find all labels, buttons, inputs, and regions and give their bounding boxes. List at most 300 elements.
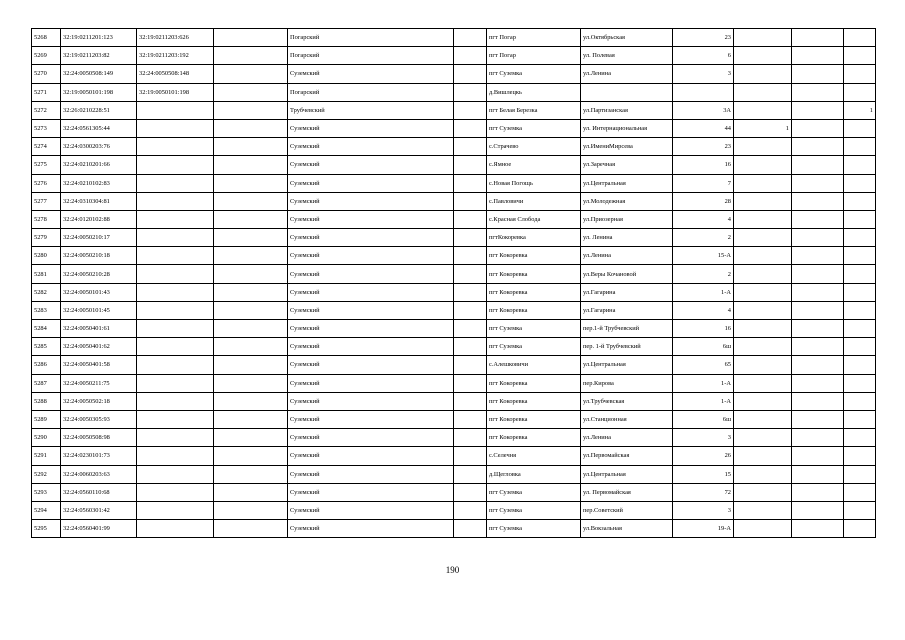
blank-cell — [214, 119, 288, 137]
table-row — [32, 465, 876, 483]
extra-cell — [844, 338, 876, 356]
extra-cell — [792, 138, 844, 156]
extra-cell — [734, 283, 792, 301]
extra-cell — [734, 320, 792, 338]
house-number-cell: 3 — [673, 429, 734, 447]
extra-cell — [792, 410, 844, 428]
cadastral-number-cell: 32:19:0050101:198 — [61, 83, 137, 101]
row-number-cell: 5268 — [32, 29, 61, 47]
street-cell: ул.Партизанская — [581, 101, 673, 119]
table-row — [32, 229, 876, 247]
district-cell: Суземский — [288, 410, 454, 428]
blank-cell — [454, 301, 487, 319]
street-cell: ул.Вокзальная — [581, 520, 673, 538]
extra-cell — [734, 520, 792, 538]
table-row — [32, 138, 876, 156]
street-cell: пер. 1-й Трубчевский — [581, 338, 673, 356]
house-number-cell: 23 — [673, 29, 734, 47]
linked-cadastral-cell — [137, 174, 214, 192]
cadastral-number-cell: 32:24:0210102:83 — [61, 174, 137, 192]
district-cell: Суземский — [288, 520, 454, 538]
district-cell: Суземский — [288, 229, 454, 247]
table-row — [32, 265, 876, 283]
blank-cell — [454, 229, 487, 247]
blank-cell — [214, 356, 288, 374]
blank-cell — [214, 229, 288, 247]
row-number-cell: 5272 — [32, 101, 61, 119]
extra-cell — [844, 356, 876, 374]
row-number-cell: 5277 — [32, 192, 61, 210]
blank-cell — [214, 392, 288, 410]
district-cell: Суземский — [288, 156, 454, 174]
extra-cell — [844, 83, 876, 101]
locality-cell: пгт Кокоревка — [487, 374, 581, 392]
linked-cadastral-cell — [137, 320, 214, 338]
house-number-cell: 2 — [673, 265, 734, 283]
blank-cell — [214, 465, 288, 483]
extra-cell — [844, 265, 876, 283]
locality-cell: пгт Белая Березка — [487, 101, 581, 119]
locality-cell: с.Селечня — [487, 447, 581, 465]
locality-cell: пгт Суземка — [487, 338, 581, 356]
linked-cadastral-cell — [137, 101, 214, 119]
extra-cell — [792, 229, 844, 247]
extra-cell — [792, 83, 844, 101]
street-cell: ул.Гагарина — [581, 301, 673, 319]
street-cell: ул.Центральная — [581, 465, 673, 483]
locality-cell: с.Алешковичи — [487, 356, 581, 374]
cadastral-number-cell: 32:24:0050305:93 — [61, 410, 137, 428]
row-number-cell: 5281 — [32, 265, 61, 283]
district-cell: Суземский — [288, 283, 454, 301]
registry-table-body — [32, 29, 876, 538]
locality-cell: с.Красная Слобода — [487, 210, 581, 228]
house-number-cell: 1-А — [673, 283, 734, 301]
extra-cell — [734, 47, 792, 65]
table-row — [32, 156, 876, 174]
row-number-cell: 5284 — [32, 320, 61, 338]
house-number-cell: 7 — [673, 174, 734, 192]
blank-cell — [454, 83, 487, 101]
house-number-cell: 2 — [673, 229, 734, 247]
linked-cadastral-cell — [137, 247, 214, 265]
blank-cell — [214, 65, 288, 83]
table-row — [32, 301, 876, 319]
locality-cell: пгт Кокоревка — [487, 410, 581, 428]
street-cell: ул. Ленина — [581, 229, 673, 247]
street-cell: ул. Первомайская — [581, 483, 673, 501]
extra-cell — [792, 156, 844, 174]
linked-cadastral-cell — [137, 520, 214, 538]
blank-cell — [454, 520, 487, 538]
extra-cell — [844, 192, 876, 210]
street-cell: ул.Приозерная — [581, 210, 673, 228]
district-cell: Суземский — [288, 356, 454, 374]
blank-cell — [214, 174, 288, 192]
district-cell: Суземский — [288, 301, 454, 319]
extra-cell — [734, 338, 792, 356]
locality-cell: пгт Суземка — [487, 320, 581, 338]
extra-cell — [734, 174, 792, 192]
cadastral-number-cell: 32:26:0210228:51 — [61, 101, 137, 119]
blank-cell — [454, 119, 487, 137]
blank-cell — [454, 210, 487, 228]
extra-cell — [734, 156, 792, 174]
table-row — [32, 101, 876, 119]
locality-cell: д.Вишлецкь — [487, 83, 581, 101]
blank-cell — [454, 283, 487, 301]
table-row — [32, 410, 876, 428]
locality-cell: с.Новая Погощь — [487, 174, 581, 192]
linked-cadastral-cell — [137, 119, 214, 137]
street-cell: ул.Гагарина — [581, 283, 673, 301]
district-cell: Суземский — [288, 174, 454, 192]
table-row — [32, 119, 876, 137]
street-cell — [581, 83, 673, 101]
extra-cell — [844, 119, 876, 137]
extra-cell — [792, 29, 844, 47]
extra-cell — [844, 65, 876, 83]
table-row — [32, 501, 876, 519]
extra-cell — [792, 429, 844, 447]
extra-cell — [792, 192, 844, 210]
cadastral-number-cell: 32:24:0560301:42 — [61, 501, 137, 519]
district-cell: Суземский — [288, 483, 454, 501]
blank-cell — [454, 138, 487, 156]
extra-cell — [734, 356, 792, 374]
registry-table — [31, 28, 876, 538]
linked-cadastral-cell: 32:19:0211203:192 — [137, 47, 214, 65]
blank-cell — [454, 156, 487, 174]
locality-cell: пгт Кокоревка — [487, 265, 581, 283]
extra-cell — [844, 483, 876, 501]
house-number-cell: 28 — [673, 192, 734, 210]
row-number-cell: 5291 — [32, 447, 61, 465]
table-row — [32, 392, 876, 410]
cadastral-number-cell: 32:24:0300203:76 — [61, 138, 137, 156]
row-number-cell: 5287 — [32, 374, 61, 392]
table-row — [32, 283, 876, 301]
extra-cell — [844, 465, 876, 483]
cadastral-number-cell: 32:24:0060203:63 — [61, 465, 137, 483]
blank-cell — [214, 83, 288, 101]
blank-cell — [214, 338, 288, 356]
linked-cadastral-cell — [137, 265, 214, 283]
street-cell: ул.Центральная — [581, 174, 673, 192]
extra-cell — [734, 65, 792, 83]
district-cell: Суземский — [288, 501, 454, 519]
table-row — [32, 429, 876, 447]
blank-cell — [454, 338, 487, 356]
table-row — [32, 320, 876, 338]
locality-cell: с.Страчево — [487, 138, 581, 156]
extra-cell — [734, 101, 792, 119]
row-number-cell: 5283 — [32, 301, 61, 319]
row-number-cell: 5282 — [32, 283, 61, 301]
table-row — [32, 210, 876, 228]
house-number-cell: 19-А — [673, 520, 734, 538]
house-number-cell: 1-А — [673, 392, 734, 410]
locality-cell: пгт Кокоревка — [487, 429, 581, 447]
house-number-cell: 16 — [673, 320, 734, 338]
blank-cell — [214, 520, 288, 538]
blank-cell — [214, 501, 288, 519]
linked-cadastral-cell — [137, 338, 214, 356]
blank-cell — [454, 29, 487, 47]
house-number-cell: 16 — [673, 156, 734, 174]
blank-cell — [454, 247, 487, 265]
locality-cell: с.Павловичи — [487, 192, 581, 210]
extra-cell — [844, 520, 876, 538]
house-number-cell — [673, 83, 734, 101]
table-row — [32, 374, 876, 392]
cadastral-number-cell: 32:24:0050210:17 — [61, 229, 137, 247]
house-number-cell: 15 — [673, 465, 734, 483]
extra-cell — [844, 283, 876, 301]
extra-cell — [792, 356, 844, 374]
blank-cell — [214, 101, 288, 119]
linked-cadastral-cell — [137, 283, 214, 301]
house-number-cell: 3А — [673, 101, 734, 119]
locality-cell: пгт Суземка — [487, 119, 581, 137]
district-cell: Суземский — [288, 374, 454, 392]
blank-cell — [454, 174, 487, 192]
blank-cell — [214, 483, 288, 501]
table-row — [32, 174, 876, 192]
street-cell: ул.ИмениМирсева — [581, 138, 673, 156]
house-number-cell: 6ш — [673, 338, 734, 356]
extra-cell — [844, 156, 876, 174]
row-number-cell: 5294 — [32, 501, 61, 519]
blank-cell — [214, 247, 288, 265]
cadastral-number-cell: 32:19:0211203:82 — [61, 47, 137, 65]
extra-cell — [792, 392, 844, 410]
extra-cell — [792, 65, 844, 83]
row-number-cell: 5271 — [32, 83, 61, 101]
table-row — [32, 247, 876, 265]
locality-cell: д.Щегловка — [487, 465, 581, 483]
extra-cell — [792, 247, 844, 265]
extra-cell — [792, 465, 844, 483]
row-number-cell: 5292 — [32, 465, 61, 483]
cadastral-number-cell: 32:24:0310304:81 — [61, 192, 137, 210]
blank-cell — [454, 429, 487, 447]
extra-cell — [792, 265, 844, 283]
blank-cell — [214, 429, 288, 447]
extra-cell — [734, 392, 792, 410]
extra-cell — [734, 247, 792, 265]
district-cell: Погарский — [288, 47, 454, 65]
extra-cell — [792, 210, 844, 228]
row-number-cell: 5289 — [32, 410, 61, 428]
extra-cell — [792, 47, 844, 65]
row-number-cell: 5295 — [32, 520, 61, 538]
house-number-cell: 3 — [673, 501, 734, 519]
house-number-cell: 4 — [673, 210, 734, 228]
linked-cadastral-cell — [137, 374, 214, 392]
extra-cell — [792, 174, 844, 192]
extra-cell — [792, 283, 844, 301]
linked-cadastral-cell — [137, 483, 214, 501]
house-number-cell: 15-А — [673, 247, 734, 265]
extra-cell — [844, 447, 876, 465]
blank-cell — [454, 65, 487, 83]
blank-cell — [214, 320, 288, 338]
extra-cell — [844, 47, 876, 65]
row-number-cell: 5276 — [32, 174, 61, 192]
row-number-cell: 5270 — [32, 65, 61, 83]
extra-cell — [792, 501, 844, 519]
cadastral-number-cell: 32:24:0050210:18 — [61, 247, 137, 265]
extra-cell — [734, 138, 792, 156]
blank-cell — [214, 265, 288, 283]
street-cell: ул. Интернациональная — [581, 119, 673, 137]
district-cell: Трубчевский — [288, 101, 454, 119]
table-row — [32, 338, 876, 356]
street-cell: ул.Заречная — [581, 156, 673, 174]
cadastral-number-cell: 32:24:0050401:61 — [61, 320, 137, 338]
extra-cell — [734, 410, 792, 428]
street-cell: ул.Молодежная — [581, 192, 673, 210]
linked-cadastral-cell — [137, 392, 214, 410]
district-cell: Суземский — [288, 465, 454, 483]
street-cell: ул.Станционная — [581, 410, 673, 428]
locality-cell: пгт Кокоревка — [487, 247, 581, 265]
linked-cadastral-cell — [137, 356, 214, 374]
street-cell: ул.Первомайская — [581, 447, 673, 465]
row-number-cell: 5285 — [32, 338, 61, 356]
extra-cell — [792, 520, 844, 538]
street-cell: ул.Ленина — [581, 247, 673, 265]
extra-cell — [792, 301, 844, 319]
locality-cell: пгт Суземка — [487, 483, 581, 501]
table-row — [32, 83, 876, 101]
linked-cadastral-cell — [137, 156, 214, 174]
blank-cell — [214, 374, 288, 392]
row-number-cell: 5274 — [32, 138, 61, 156]
district-cell: Суземский — [288, 392, 454, 410]
locality-cell: пгт Погар — [487, 47, 581, 65]
street-cell: ул.Трубчевская — [581, 392, 673, 410]
cadastral-number-cell: 32:24:0230101:73 — [61, 447, 137, 465]
district-cell: Суземский — [288, 320, 454, 338]
blank-cell — [454, 465, 487, 483]
district-cell: Суземский — [288, 192, 454, 210]
cadastral-number-cell: 32:24:0050401:58 — [61, 356, 137, 374]
extra-cell — [792, 119, 844, 137]
district-cell: Суземский — [288, 119, 454, 137]
row-number-cell: 5278 — [32, 210, 61, 228]
blank-cell — [214, 210, 288, 228]
extra-cell — [844, 210, 876, 228]
blank-cell — [454, 392, 487, 410]
locality-cell: пгт Суземка — [487, 520, 581, 538]
extra-cell — [734, 483, 792, 501]
row-number-cell: 5286 — [32, 356, 61, 374]
extra-cell — [844, 429, 876, 447]
cadastral-number-cell: 32:24:0560401:99 — [61, 520, 137, 538]
blank-cell — [454, 447, 487, 465]
district-cell: Суземский — [288, 65, 454, 83]
blank-cell — [214, 29, 288, 47]
extra-cell — [734, 229, 792, 247]
table-row — [32, 47, 876, 65]
extra-cell — [792, 320, 844, 338]
row-number-cell: 5269 — [32, 47, 61, 65]
blank-cell — [454, 192, 487, 210]
extra-cell — [734, 374, 792, 392]
extra-cell — [734, 501, 792, 519]
row-number-cell: 5273 — [32, 119, 61, 137]
table-row — [32, 447, 876, 465]
district-cell: Суземский — [288, 247, 454, 265]
row-number-cell: 5290 — [32, 429, 61, 447]
cadastral-number-cell: 32:24:0050101:45 — [61, 301, 137, 319]
locality-cell: пгт Кокоревка — [487, 283, 581, 301]
cadastral-number-cell: 32:24:0050211:75 — [61, 374, 137, 392]
linked-cadastral-cell — [137, 138, 214, 156]
linked-cadastral-cell: 32:24:0050508:148 — [137, 65, 214, 83]
blank-cell — [454, 47, 487, 65]
linked-cadastral-cell — [137, 429, 214, 447]
house-number-cell: 65 — [673, 356, 734, 374]
linked-cadastral-cell — [137, 229, 214, 247]
blank-cell — [454, 410, 487, 428]
cadastral-number-cell: 32:24:0050210:28 — [61, 265, 137, 283]
locality-cell: пгт Кокоревка — [487, 392, 581, 410]
extra-cell — [844, 410, 876, 428]
house-number-cell: 4 — [673, 301, 734, 319]
locality-cell: с.Ямное — [487, 156, 581, 174]
blank-cell — [454, 101, 487, 119]
house-number-cell: 6ш — [673, 410, 734, 428]
extra-cell: 1 — [844, 101, 876, 119]
house-number-cell: 72 — [673, 483, 734, 501]
cadastral-number-cell: 32:24:0561305:44 — [61, 119, 137, 137]
row-number-cell: 5288 — [32, 392, 61, 410]
extra-cell — [844, 301, 876, 319]
blank-cell — [214, 410, 288, 428]
blank-cell — [454, 320, 487, 338]
cadastral-number-cell: 32:24:0050508:149 — [61, 65, 137, 83]
cadastral-number-cell: 32:24:0210201:66 — [61, 156, 137, 174]
district-cell: Суземский — [288, 210, 454, 228]
table-row — [32, 483, 876, 501]
extra-cell — [792, 483, 844, 501]
cadastral-number-cell: 32:24:0050508:98 — [61, 429, 137, 447]
extra-cell — [844, 320, 876, 338]
cadastral-number-cell: 32:24:0050101:43 — [61, 283, 137, 301]
linked-cadastral-cell — [137, 465, 214, 483]
district-cell: Суземский — [288, 447, 454, 465]
table-row — [32, 65, 876, 83]
street-cell: ул.Веры Кочановой — [581, 265, 673, 283]
linked-cadastral-cell — [137, 301, 214, 319]
cadastral-number-cell: 32:19:0211201:123 — [61, 29, 137, 47]
table-row — [32, 192, 876, 210]
street-cell: ул.Центральная — [581, 356, 673, 374]
extra-cell — [792, 338, 844, 356]
extra-cell — [734, 465, 792, 483]
linked-cadastral-cell — [137, 210, 214, 228]
extra-cell — [844, 501, 876, 519]
table-row — [32, 29, 876, 47]
row-number-cell: 5275 — [32, 156, 61, 174]
extra-cell — [734, 301, 792, 319]
blank-cell — [214, 156, 288, 174]
extra-cell — [844, 174, 876, 192]
district-cell: Погарский — [288, 29, 454, 47]
